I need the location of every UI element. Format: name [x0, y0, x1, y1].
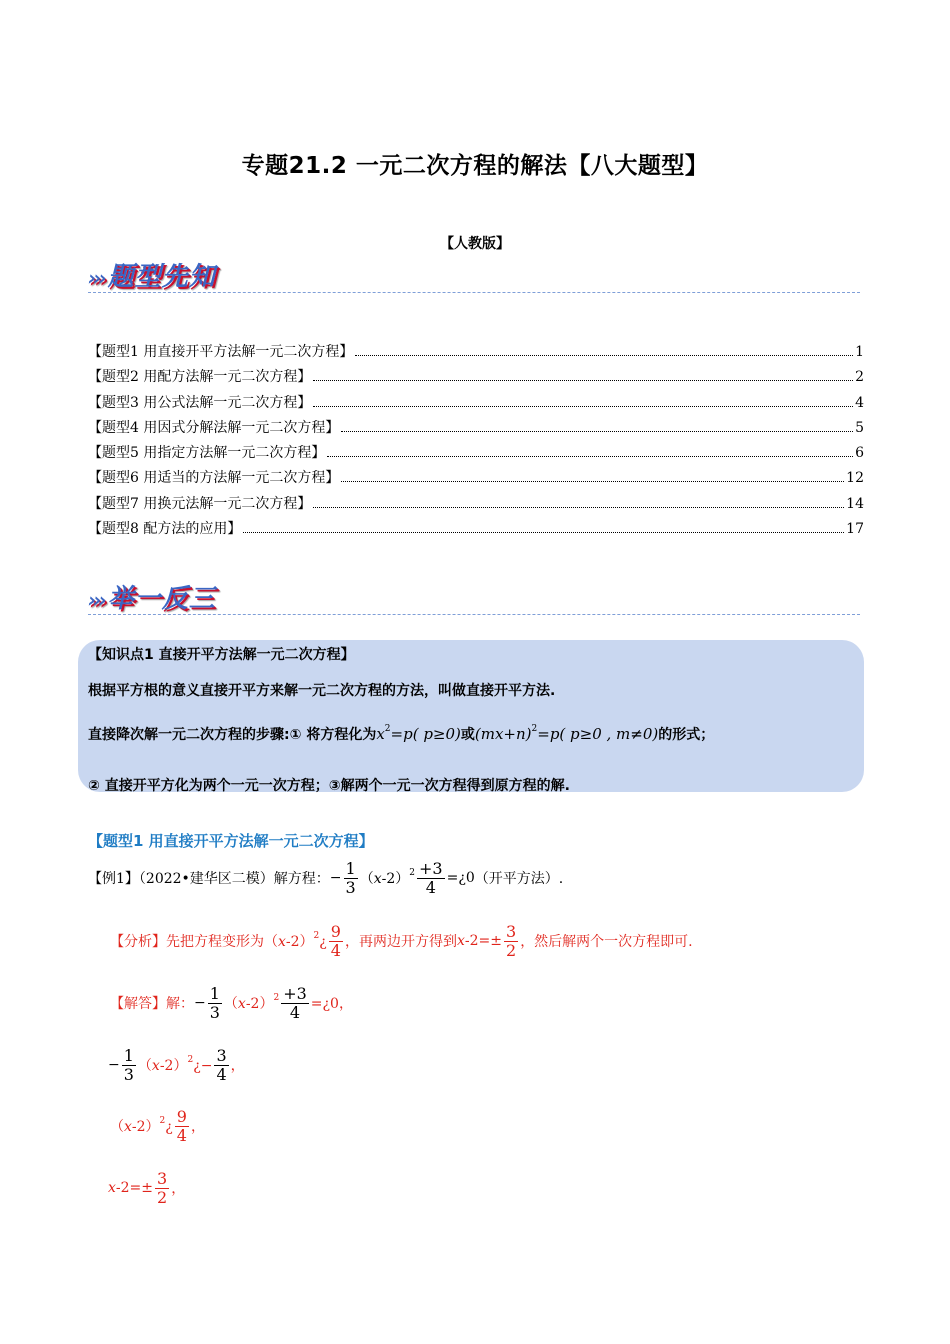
fraction: $\frac{+3}{4}$ — [419, 859, 443, 897]
answer-step-2: （x‐2）$^2$¿ $\frac{9}{4}$ ， — [110, 1107, 205, 1145]
fraction: $\frac{9}{4}$ — [330, 922, 341, 960]
fraction: $\frac{3}{2}$ — [157, 1169, 168, 1207]
knowledge-definition: 根据平方根的意义直接开平方来解一元二次方程的方法，叫做直接开平方法. — [88, 683, 556, 699]
knowledge-steps: 直接降次解一元二次方程的步骤:① 将方程化为 $x^2=p$( p≥0) 或 $(mx+n)^2=p$( p≥0 , m≠0) 的形式； — [88, 724, 715, 743]
banner-practice — [88, 578, 216, 615]
toc-item[interactable] — [88, 366, 864, 391]
toc-item-label: 【题型7 用换元法解一元二次方程】 — [88, 495, 312, 512]
fraction: $\frac{1}{3}$ — [123, 1046, 134, 1084]
toc-leader — [341, 431, 853, 432]
toc-leader — [341, 481, 844, 482]
toc-leader — [313, 406, 853, 407]
answer-step-3: x‐2=± $\frac{3}{2}$ ， — [108, 1169, 186, 1207]
fraction: $\frac{3}{2}$ — [506, 922, 517, 960]
answer-step-1: − $\frac{1}{3}$ （x‐2）$^2$¿− $\frac{3}{4}$ ， — [108, 1046, 245, 1084]
toc-leader — [355, 355, 853, 356]
toc-item-page: 4 — [855, 394, 864, 411]
toc-item[interactable] — [88, 341, 864, 366]
banner-preview — [88, 256, 216, 293]
edition-label: 【人教版】 — [440, 236, 510, 252]
toc-item-label: 【题型3 用公式法解一元二次方程】 — [88, 394, 312, 411]
fraction: $\frac{3}{4}$ — [216, 1046, 227, 1084]
toc-leader — [313, 507, 844, 508]
toc-item-label: 【题型1 用直接开平方法解一元二次方程】 — [88, 344, 354, 360]
toc-item-label: 【题型5 用指定方法解一元二次方程】 — [88, 445, 326, 462]
fraction: $\frac{+3}{4}$ — [283, 984, 307, 1022]
toc-item-page: 14 — [846, 495, 864, 512]
toc-item-label: 【题型6 用适当的方法解一元二次方程】 — [88, 470, 340, 487]
banner-practice-text: 举一反三 — [107, 584, 216, 614]
toc-item[interactable] — [88, 518, 864, 543]
analysis-line: 【分析】 先把方程变形为（ x‐2）$^2$¿ $\frac{9}{4}$ ，再两边开方得到 x‐2=± $\frac{3}{2}$ ，然后解两个一次方程即可. — [110, 922, 693, 960]
page-title: 专题21.2 一元二次方程的解法【八大题型】 — [241, 153, 709, 179]
banner-preview-text: 题型先知 — [107, 262, 216, 292]
toc-item-label: 【题型2 用配方法解一元二次方程】 — [88, 369, 312, 386]
fraction: $\frac{1}{3}$ — [209, 984, 220, 1022]
toc-item-label: 【题型8 配方法的应用】 — [88, 521, 242, 538]
toc-item-page: 2 — [855, 369, 864, 386]
divider — [88, 614, 860, 615]
toc-item[interactable] — [88, 442, 864, 467]
arrows-icon: ››› — [88, 588, 104, 612]
knowledge-heading: 【知识点1 直接开平方法解一元二次方程】 — [88, 647, 355, 663]
toc-item-page: 5 — [855, 419, 864, 436]
toc-item[interactable] — [88, 493, 864, 518]
toc-leader — [313, 380, 853, 381]
toc-item[interactable] — [88, 392, 864, 417]
toc-item[interactable] — [88, 417, 864, 442]
formula-1: $x^2=p$( p≥0) — [376, 724, 461, 743]
fraction: $\frac{9}{4}$ — [176, 1107, 187, 1145]
toc-item[interactable] — [88, 467, 864, 492]
toc-item-page: 1 — [855, 344, 864, 360]
toc-leader — [327, 456, 853, 457]
toc-item-label: 【题型4 用因式分解法解一元二次方程】 — [88, 419, 340, 436]
toc-item-page: 6 — [855, 445, 864, 462]
formula-2: $(mx+n)^2=p$( p≥0 , m≠0) — [474, 724, 659, 743]
answer-line: 【解答】 解： − $\frac{1}{3}$ （x‐2）$^2$ $\frac{+3}{4}$ =¿0， — [110, 984, 353, 1022]
knowledge-steps-cont: ② 直接开平方化为两个一元一次方程；③解两个一元一次方程得到原方程的解. — [88, 778, 570, 794]
divider — [88, 292, 860, 293]
section-heading: 【题型1 用直接开平方法解一元二次方程】 — [88, 832, 374, 850]
toc-leader — [243, 532, 844, 533]
arrows-icon: ››› — [88, 266, 104, 290]
toc-item-page: 12 — [846, 470, 864, 487]
fraction: $\frac{1}{3}$ — [345, 859, 356, 897]
toc-item-page: 17 — [846, 521, 864, 538]
example-line: 【例1】（2022•建华区二模）解方程： − $\frac{1}{3}$ （x‐2）$^2$ $\frac{+3}{4}$ =¿0 （开平方法）. — [88, 859, 564, 897]
table-of-contents — [88, 341, 864, 543]
